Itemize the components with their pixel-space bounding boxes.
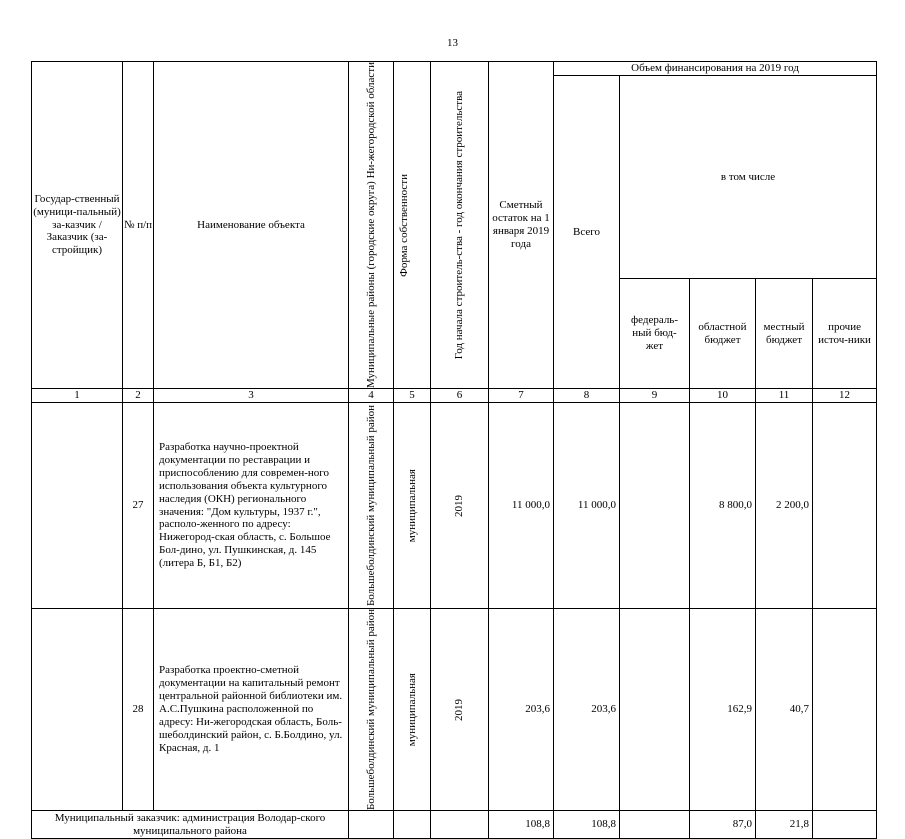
header-customer: Государ-ственный (муници-пальный) за-казчик / Заказчик (за-стройщик): [32, 62, 123, 389]
row-year-text: 2019: [453, 494, 466, 517]
row-year-text: 2019: [453, 698, 466, 721]
header-district: [349, 62, 394, 389]
summary-federal: [620, 811, 690, 839]
row-other: [813, 609, 877, 811]
row-district-text: Большеболдинский муниципальный район: [364, 404, 377, 607]
header-years-text: Год начала строитель-ства - год окончания строительства: [453, 90, 466, 360]
summary-row: [32, 811, 877, 839]
row-regional: 162,9: [690, 609, 756, 811]
financing-table: [31, 61, 877, 839]
column-number: 5: [394, 389, 431, 403]
header-years: [431, 62, 489, 389]
header-object-name: Наименование объекта: [154, 62, 349, 389]
row-number: 27: [123, 403, 154, 609]
column-numbers-row: [32, 389, 877, 403]
summary-total: 108,8: [554, 811, 620, 839]
column-number: 12: [813, 389, 877, 403]
row-customer: [32, 609, 123, 811]
column-number: 3: [154, 389, 349, 403]
row-number: 28: [123, 609, 154, 811]
row-year: [431, 403, 489, 609]
column-number: 11: [756, 389, 813, 403]
header-including: в том числе: [620, 76, 877, 279]
table-row: [32, 609, 877, 811]
column-number: 10: [690, 389, 756, 403]
row-federal: [620, 403, 690, 609]
page-number: 13: [447, 37, 458, 49]
row-ownership-text: муниципальная: [405, 672, 418, 747]
header-ownership-text: Форма собственности: [398, 173, 410, 277]
column-number: 7: [489, 389, 554, 403]
summary-empty-cell: [349, 811, 394, 839]
column-number: 9: [620, 389, 690, 403]
summary-other: [813, 811, 877, 839]
summary-remainder: 108,8: [489, 811, 554, 839]
column-number: 6: [431, 389, 489, 403]
header-number: № п/п: [123, 62, 154, 389]
row-district: [349, 403, 394, 609]
header-other: прочие источ-ники: [813, 279, 877, 389]
summary-empty-cell: [394, 811, 431, 839]
row-local: 2 200,0: [756, 403, 813, 609]
row-remainder: 203,6: [489, 609, 554, 811]
header-remainder: Сметный остаток на 1 января 2019 года: [489, 62, 554, 389]
header-federal: федераль-ный бюд-жет: [620, 279, 690, 389]
header-district-text: Муниципальные районы (городские округа) Ни-жегородской области: [364, 62, 377, 388]
table-row: [32, 403, 877, 609]
row-other: [813, 403, 877, 609]
summary-local: 21,8: [756, 811, 813, 839]
header-local: местный бюджет: [756, 279, 813, 389]
header-total: Всего: [554, 76, 620, 389]
row-year: [431, 609, 489, 811]
row-ownership: [394, 609, 431, 811]
column-number: 1: [32, 389, 123, 403]
row-regional: 8 800,0: [690, 403, 756, 609]
column-number: 2: [123, 389, 154, 403]
row-remainder: 11 000,0: [489, 403, 554, 609]
header-regional: областной бюджет: [690, 279, 756, 389]
summary-regional: 87,0: [690, 811, 756, 839]
row-ownership-text: муниципальная: [405, 468, 418, 543]
header-financing: Объем финансирования на 2019 год: [554, 62, 877, 76]
column-number: 8: [554, 389, 620, 403]
summary-label: Муниципальный заказчик: администрация Володар-ского муниципального района: [32, 811, 349, 839]
row-customer: [32, 403, 123, 609]
row-district: [349, 609, 394, 811]
row-local: 40,7: [756, 609, 813, 811]
header-ownership: [394, 62, 431, 389]
row-total: 203,6: [554, 609, 620, 811]
summary-empty-cell: [431, 811, 489, 839]
column-number: 4: [349, 389, 394, 403]
row-ownership: [394, 403, 431, 609]
row-district-text: Большеболдинский муниципальный район: [364, 609, 377, 811]
row-federal: [620, 609, 690, 811]
row-total: 11 000,0: [554, 403, 620, 609]
row-object-name: Разработка проектно-сметной документации на капитальный ремонт центральной районной библиотеки им. А.С.Пушкина расположенной по адресу: Ни-жегородская область, Боль-шеболдинский район, с. Б.Болдино, ул. Красная, д. 1: [154, 609, 349, 811]
row-object-name: Разработка научно-проектной документации по реставрации и приспособлению для современ-ного использования объекта культурного наследия (ОКН) регионального значения: "Дом культуры, 1937 г.", располо-женного по адресу: Нижегород-ская область, с. Большое Бол-дино, ул. Пушкинская, д. 145 (литера Б, Б1, Б2): [154, 403, 349, 609]
